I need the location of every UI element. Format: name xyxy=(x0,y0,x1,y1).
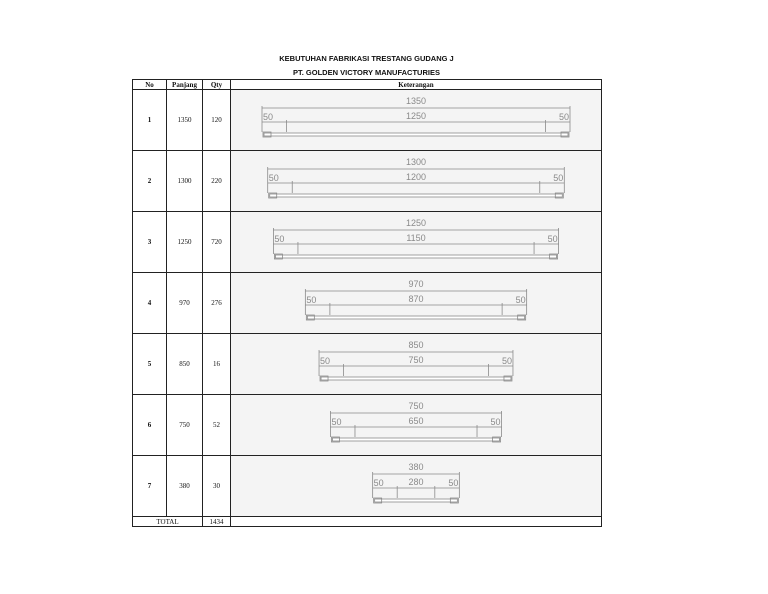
trestang-dimension-drawing xyxy=(231,151,601,211)
column-header-panjang: Panjang xyxy=(167,80,203,90)
row-qty: 16 xyxy=(203,334,231,395)
right-end-label: 50 xyxy=(558,112,569,122)
row-keterangan xyxy=(231,395,602,456)
row-no: 4 xyxy=(133,273,167,334)
company-name: PT. GOLDEN VICTORY MANUFACTURIES xyxy=(293,68,440,77)
trestang-dimension-drawing xyxy=(231,212,601,272)
trestang-bar xyxy=(264,133,568,136)
row-keterangan xyxy=(231,151,602,212)
row-panjang: 970 xyxy=(167,273,203,334)
row-panjang: 1250 xyxy=(167,212,203,273)
total-length-label: 1250 xyxy=(405,218,427,228)
inner-length-label: 1150 xyxy=(406,233,426,243)
row-no: 5 xyxy=(133,334,167,395)
table-row xyxy=(133,273,602,334)
row-qty: 52 xyxy=(203,395,231,456)
table-header-row xyxy=(133,80,602,90)
row-panjang: 750 xyxy=(167,395,203,456)
total-length-label: 970 xyxy=(408,279,424,289)
inner-length-label: 1200 xyxy=(405,172,427,182)
right-end-label: 50 xyxy=(448,478,459,488)
inner-length-label: 750 xyxy=(408,355,424,365)
row-panjang: 1350 xyxy=(167,90,203,151)
total-length-label: 750 xyxy=(408,401,424,411)
inner-length-label: 870 xyxy=(408,294,424,304)
total-empty-cell xyxy=(231,517,602,527)
trestang-dimension-drawing xyxy=(231,90,601,150)
trestang-bar xyxy=(275,255,556,258)
column-header-no: No xyxy=(133,80,167,90)
row-qty: 120 xyxy=(203,90,231,151)
inner-length-label: 1250 xyxy=(405,111,427,121)
trestang-dimension-drawing xyxy=(231,273,601,333)
table-row xyxy=(133,90,602,151)
trestang-bar xyxy=(270,194,563,197)
trestang-dimension-drawing xyxy=(231,456,601,516)
row-qty: 30 xyxy=(203,456,231,517)
row-panjang: 850 xyxy=(167,334,203,395)
row-panjang: 380 xyxy=(167,456,203,517)
left-end-label: 50 xyxy=(263,112,274,122)
total-length-label: 380 xyxy=(408,462,424,472)
row-qty: 276 xyxy=(203,273,231,334)
total-label: TOTAL xyxy=(133,517,203,527)
row-no: 7 xyxy=(133,456,167,517)
fabrication-table xyxy=(132,79,602,527)
trestang-bar xyxy=(307,316,524,319)
inner-length-label: 280 xyxy=(408,477,424,487)
right-end-label: 50 xyxy=(515,295,526,305)
right-end-label: 50 xyxy=(547,234,558,244)
document-title: KEBUTUHAN FABRIKASI TRESTANG GUDANG J xyxy=(279,54,454,63)
total-row xyxy=(133,517,602,527)
table-row xyxy=(133,456,602,517)
table-body xyxy=(133,90,602,517)
trestang-dimension-drawing xyxy=(231,334,601,394)
trestang-bar xyxy=(321,377,511,380)
row-no: 2 xyxy=(133,151,167,212)
left-end-label: 50 xyxy=(331,417,342,427)
total-qty: 1434 xyxy=(203,517,231,527)
row-keterangan xyxy=(231,456,602,517)
left-end-label: 50 xyxy=(320,356,331,366)
total-length-label: 1350 xyxy=(405,96,427,106)
left-end-label: 50 xyxy=(274,234,285,244)
row-keterangan xyxy=(231,273,602,334)
row-panjang: 1300 xyxy=(167,151,203,212)
column-header-keterangan: Keterangan xyxy=(231,80,602,90)
row-keterangan xyxy=(231,334,602,395)
row-keterangan xyxy=(231,90,602,151)
right-end-label: 50 xyxy=(501,356,512,366)
trestang-bar xyxy=(332,438,499,441)
table-row xyxy=(133,395,602,456)
row-qty: 220 xyxy=(203,151,231,212)
total-length-label: 1300 xyxy=(405,157,427,167)
column-header-qty: Qty xyxy=(203,80,231,90)
total-length-label: 850 xyxy=(408,340,424,350)
left-end-label: 50 xyxy=(306,295,317,305)
row-keterangan xyxy=(231,212,602,273)
row-no: 1 xyxy=(133,90,167,151)
left-end-label: 50 xyxy=(268,173,279,183)
row-no: 6 xyxy=(133,395,167,456)
table-row xyxy=(133,334,602,395)
right-end-label: 50 xyxy=(490,417,501,427)
table-row xyxy=(133,212,602,273)
row-no: 3 xyxy=(133,212,167,273)
table-row xyxy=(133,151,602,212)
right-end-label: 50 xyxy=(553,173,564,183)
row-qty: 720 xyxy=(203,212,231,273)
inner-length-label: 650 xyxy=(408,416,424,426)
trestang-dimension-drawing xyxy=(231,395,601,455)
trestang-bar xyxy=(375,499,458,502)
left-end-label: 50 xyxy=(373,478,384,488)
